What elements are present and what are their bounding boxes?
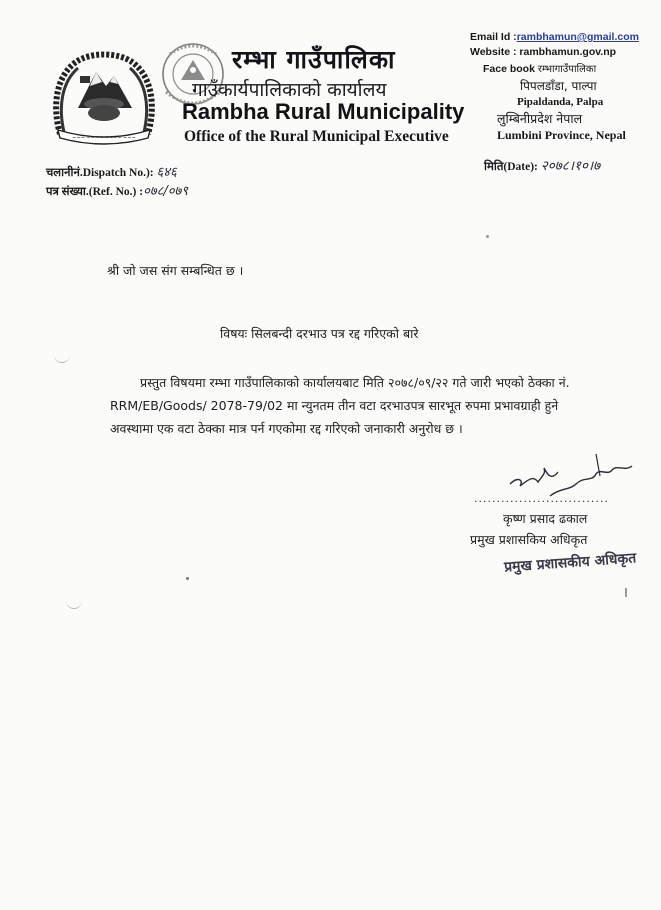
office-name-en: Office of the Rural Municipal Executive [184,128,449,145]
date-value: २०७८।१०।७ [540,158,601,174]
salutation: श्री जो जस संग सम्बन्धित छ । [107,263,244,278]
dispatch-label: चलानीनं.Dispatch No.): [46,167,154,179]
email-label: Email Id : [470,31,517,43]
svg-text:~~~ ~~~~ ~~~~ ~~~: ~~~ ~~~~ ~~~~ ~~~ [72,135,136,142]
facebook-label: Face book [483,63,535,75]
facebook-handle: रम्भागाउँपालिका [537,64,597,75]
website-line [470,46,616,58]
designation-stamp: प्रमुख प्रशासकीय अधिकृत [503,550,637,576]
subject-line: विषयः सिलबन्दी दरभाउ पत्र रद्द गरिएको बारे [220,326,419,341]
paper-speck [186,577,189,580]
signature-line: .............................. [474,492,609,505]
website-link[interactable]: rambhamun.gov.np [519,46,617,58]
email-link[interactable]: rambhamun@gmail.com [516,31,639,43]
nepal-emblem-icon [50,46,158,146]
facebook-line [483,61,596,75]
body-paragraph: प्रस्तुत विषयमा रम्भा गाउँपालिकाको कार्यालयबाट मिति २०७८/०९/२२ गते जारी भएको ठेक्का नं. RRM/EB/Goods/ 2078-79/02 मा न्युनतम तीन वटा दरभाउपत्र सारभूत रुपमा प्रभावग्राही हुने अवस्थामा एक वटा ठेक्का मात्र पर्न गएकोमा रद्द गरिएको जनाकारी अनुरोध छ । [110,375,570,436]
paper-speck [486,235,489,238]
province-ne: लुम्बिनीप्रदेश नेपाल [497,111,583,126]
signer-title: प्रमुख प्रशासकिय अधिकृत [470,532,588,547]
date-label: मिति(Date): [484,161,538,173]
signer-name: कृष्ण प्रसाद ढकाल [503,511,588,526]
org-name-en: Rambha Rural Municipality [182,99,465,124]
email-line [470,31,639,43]
letter-date [484,156,600,174]
punch-hole-mark [66,598,82,609]
address-en: Pipaldanda, Palpa [517,96,604,108]
reference-number [46,181,188,199]
paper-speck [625,588,627,597]
punch-hole-mark [54,352,70,363]
province-en: Lumbini Province, Nepal [497,128,626,142]
office-name-ne: गाउँकार्यपालिकाको कार्यालय [192,79,387,101]
address-ne: पिपलडाँडा, पाल्पा [520,79,597,93]
org-name-ne: रम्भा गाउँपालिका [232,45,396,74]
dispatch-value: ६४६ [156,165,177,180]
website-label: Website : [470,46,517,58]
ref-label: पत्र संख्या.(Ref. No.) : [46,186,144,198]
dispatch-number [46,162,177,180]
ref-value: ०७८/०७९ [143,184,189,199]
